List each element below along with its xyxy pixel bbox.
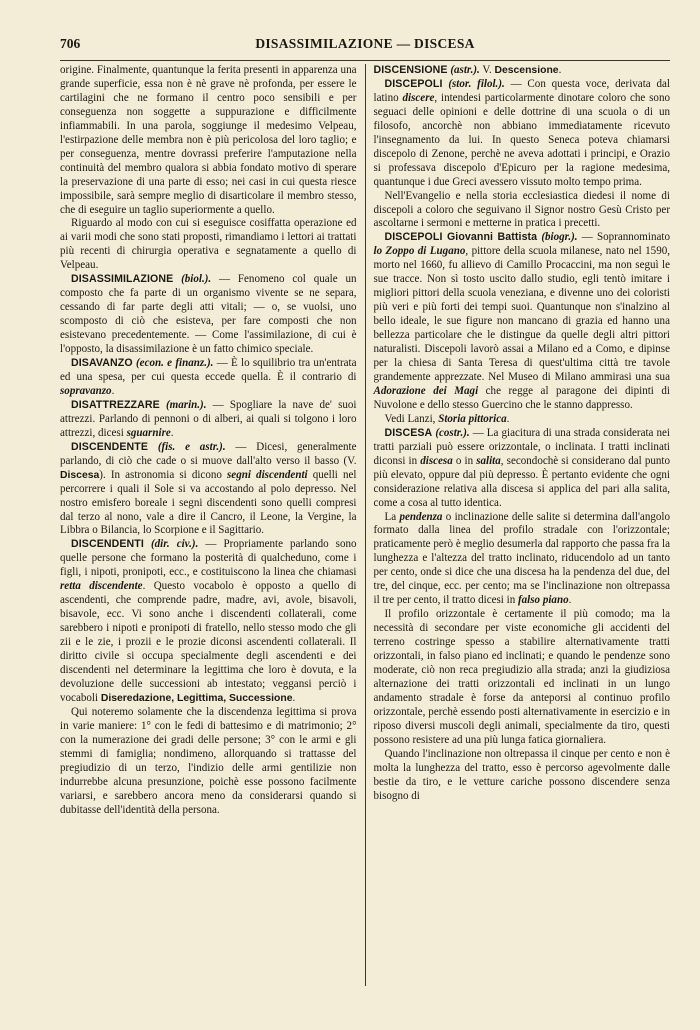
entry-text: — Dicesi, generalmente parlando, di ciò che cade o si muove dall'alto verso il basso (V. [60,440,357,467]
italic-term: discere [402,91,435,104]
entry-abbreviation: (marin.). [165,398,207,411]
italic-term: sguarnire [126,426,171,439]
entry-discepoli [374,78,671,190]
italic-term: pendenza [399,510,443,523]
entry-text: — Spogliare la nave de' suoi attrezzi. Parlando di pennoni o di alberi, ai quali si tolgono i loro attrezzi, dicesi [60,398,357,439]
paragraph: Il profilo orizzontale è certamente il più comodo; ma la necessità di secondare per viste economiche gli accidenti del terreno costringe spesso a stabilire alternativamente tratti orizzontali, in falso piano ed inclinati; e quando le pendenze sono moderate, ciò non reca pregiudizio alla strada; anzi la giudiziosa alternazione dei tratti orizzontali ed inclinati in un lungo andamento stradale è forse da anteporsi al continuo profilo orizzontale, perchè essendo posti alternativamente in esercizio e in riposo diversi muscoli degli animali, specialmente da tiro, questi possono resistere ad una più lunga fatica giornaliera. [373,608,670,746]
entry-text: quelli nel percorrere i quali il Sole si va accostando al polo depresso. Nel nostro emisfero boreale i segni discendenti sono quelli compresi dal terzo al nono, vale a dire il Cancro, il Leone, la Vergine, la Libbra o Bilancia, lo Scorpione e il Sagittario. [60,468,357,537]
paragraph: Qui noteremo solamente che la discendenza legittima si prova in varie maniere: 1° con le fedi di battesimo e di matrimonio; 2° con la numerazione dei gradi delle persone; 3° con le armi e gli stemmi di famiglia; nondimeno, allorquando si trattasse del pregiudizio di un terzo, l'indizio delle armi gentilizie non indurrebbe alcuna presunzione, poichè esse possono facilmente variarsi, e sarebbero ancora meno da considerarsi quando si dubitasse dell'identità della persona. [60,705,357,816]
paragraph: Quando l'inclinazione non oltrepassa il cinque per cento e non è molta la lunghezza del tratto, esso è percorso agevolmente dalle bestie da tiro, e le vetture cariche possono discendere senza bisogno di [373,747,670,802]
entry-headword: DISCENSIONE [373,64,448,76]
entry-abbreviation: (biol.). [181,273,212,286]
entry-text: . Questo vocabolo è opposto a quello di ascendenti, che comprende padre, madre, avi, avole, bisavoli, bisavole, ecc. Vi sono anche i discendenti collaterali, come sarebbero i nipoti e pronipoti di fratello, nello stesso modo che gli zii e le zie, i prozii e le prozie diconsi ascendenti collaterali. Il diritto civile si occupa specialmente degli ascendenti e dei discendenti nel determinare la legittima che loro è dovuta, e la devoluzione delle successioni ab intestato; veggansi perciò i vocaboli [60,580,357,704]
paragraph: Nell'Evangelio e nella storia ecclesiastica diedesi il nome di discepoli a coloro che seguivano il Signor nostro Gesù Cristo per ascoltarne i sermoni e metterne in pratica i precetti. [373,189,670,230]
entry-text: , pittore della scuola milanese, nato nel 1590, morto nel 1660, fu allievo di Camillo Procaccini, ma non seguì le sue tracce. Non sì tosto uscito dallo studio, egli tentò imitare i migliori pittori della scuola veneziana, e divenne uno dei coloristi più veri e più forti dei tempi suoi. Quantunque non s'inalzino al bello ideale, le sue figure non mancano di grazia ed hanno una bellezza particolare che le distingue da quelle degli altri pittori naturalisti. Discepoli lavorò assai a Milano ed a Como, e dipinse per la chiesa di Santa Teresa di quest'ultima città tre tavole grandemente apprezzate. Nel Museo di Milano ammirasi una sua [373,245,670,383]
right-column [365,64,671,986]
entry-text: — Con questa voce, derivata dal latino [373,77,670,104]
italic-term: lo Zoppo di Lugano [373,245,466,258]
entry-text: , secondochè si considerano dal punto più elevato, oppure dal più depresso. È pertanto evidente che ogni considerazione relativa alla discesa si applica del pari alla salita, come a cosa al tutto identica. [373,454,670,509]
entry-text: o inclinazione delle salite si determina dall'angolo formato dalla linea del profilo stradale con l'orizzontale; praticamente però è meglio desumerla dal rapporto che passa fra la lunghezza e l'altezza del tratto inclinato, riducendolo ad un tanto per cento, onde si dice che una discesa ha la pendenza del due, del tre, del cinque, ecc. per cento; ma se l'inclinazione non oltrepassa il tre per cento, il tratto dicesi in [373,510,670,607]
cross-reference: Diseredazione, Legittima, Successione [100,692,293,704]
reference-lanzi [374,413,671,427]
entry-text: La [384,510,400,523]
entry-end: . [506,412,510,425]
entry-text: — La giacitura di una strada considerata nei tratti parziali può essere orizzontale, o inclinata. I tratti inclinati diconsi in [373,426,670,467]
italic-term: Adorazione dei Magi [373,384,479,397]
entry-text: ). In astronomia si dicono [99,468,227,481]
entry-discendenti [60,538,357,705]
italic-term: segni discendenti [227,468,308,481]
italic-term: salita [476,454,501,467]
italic-term: discesa [420,454,453,467]
page-header [60,36,670,56]
two-column-body [60,64,670,986]
entry-end: . [170,426,174,439]
entry-text: V. [479,64,495,76]
entry-text: — Soprannominato [577,231,670,244]
entry-abbreviation: (costr.). [435,426,470,439]
entry-text: Vedi Lanzi, [384,412,439,425]
paragraph: origine. Finalmente, quantunque la ferita presenti in apparenza una grande superficie, essa non è nè grave nè profonda, per essere le cartilagini che ne formano il centro poco sensibili e per conseguenza non soggette a suppurazione e difficilmente infiammabili. In una parola, soggiunge il medesimo Velpeau, l'estirpazione delle membra non è più pericolosa del loro taglio; e per conseguenza, mentre dovrassi preferire l'amputazione nella continuità del membro qualora si abbia fondato motivo di sperare la preservazione di una parte di esso; nei casi in cui questa riesce impossibile, sarà sempre meglio di disarticolare il membro stesso, che di eseguire un taglio superiormente a quello. [60,64,357,216]
entry-discensione [374,64,671,78]
entry-text: — È lo squilibrio tra un'entrata ed una spesa, per cui questa eccede quella. È il contrario di [60,357,357,383]
entry-end: . [111,384,115,397]
entry-text: che regge al paragone dei dipinti di Nuvolone e dello stesso Guercino che le stanno dappresso. [373,384,670,411]
entry-text: , intendesi particolarmente dinotare coloro che sono seguaci delle opinioni e delle dottrine di una scuola o di un filosofo, ancorchè non abbiano immediatamente ricevuto l'insegnamento da lui. In questo Seneca poteva chiamarsi discepolo di Zenone, perchè ne aveva adottati i principi, e Orazio si professava discepolo d'Epicuro per la ragione medesima, quantunque i due Greci avessero vissuto molto tempo prima. [373,91,670,188]
entry-discesa [374,427,671,511]
paragraph: Riguardo al modo con cui si eseguisce cosiffatta operazione ed ai varii modi che sono stati proposti, rimandiamo i lettori ai trattati più recenti di chirurgia operativa e segnatamente a quello di Velpeau. [60,217,357,272]
italic-term: retta discendente [60,580,143,593]
cross-reference: Descensione [494,65,559,76]
entry-abbreviation: (dir. civ.). [150,538,199,551]
entry-headword: DISCESA [384,426,433,439]
entry-abbreviation: (fis. e astr.). [157,440,226,453]
entry-end: . [558,64,562,76]
entry-headword: DISAVANZO [71,357,133,370]
entry-abbreviation: (stor. filol.). [448,77,505,90]
entry-text: — Fenomeno col quale un composto che fa parte di un organismo vivente se ne separa, cessando di far parte degli atti vitali; — o, se vuolsi, uno scomposto di ciò che esisteva, per fare composti che non esistevano precedentemente. — Come l'assimilazione, di cui è l'opposto, la disassimilazione è un fatto chimico speciale. [60,273,357,356]
entry-headword: DISATTREZZARE [71,398,160,411]
italic-term: Storia pittorica [438,412,507,425]
entry-disassimilazione [60,273,357,357]
entry-abbreviation: (econ. e finanz.). [136,357,214,370]
entry-abbreviation: (astr.). [450,64,480,76]
running-title: DISASSIMILAZIONE — DISCESA [255,36,475,51]
entry-headword: DISCEPOLI [384,77,443,90]
entry-headword: DISCEPOLI Giovanni Battista [384,231,538,244]
entry-discepoli-biography [374,231,671,412]
entry-abbreviation: (biogr.). [541,231,578,244]
entry-headword: DISCENDENTE [71,440,149,453]
entry-text: — Propriamente parlando sono quelle persone che formano la posterità di qualcheduno, come i figli, i nipoti, pronipoti, ecc., e costituiscono la linea che chiamasi [60,538,357,579]
italic-term: sopravanzo [60,384,112,397]
entry-disattrezzare [60,399,357,441]
cross-reference: Discesa [60,469,100,481]
entry-headword: DISASSIMILAZIONE [71,273,174,286]
page-number: 706 [60,36,81,51]
header-rule [60,60,670,61]
entry-text: o in [452,454,477,467]
entry-end: . [292,691,296,704]
italic-term: falso piano [517,594,569,607]
entry-discendente [60,441,357,539]
entry-headword: DISCENDENTI [71,538,144,551]
paragraph-pendenza [374,511,671,609]
entry-disavanzo [60,357,357,399]
entry-end: . [568,594,572,607]
left-column [60,64,365,986]
